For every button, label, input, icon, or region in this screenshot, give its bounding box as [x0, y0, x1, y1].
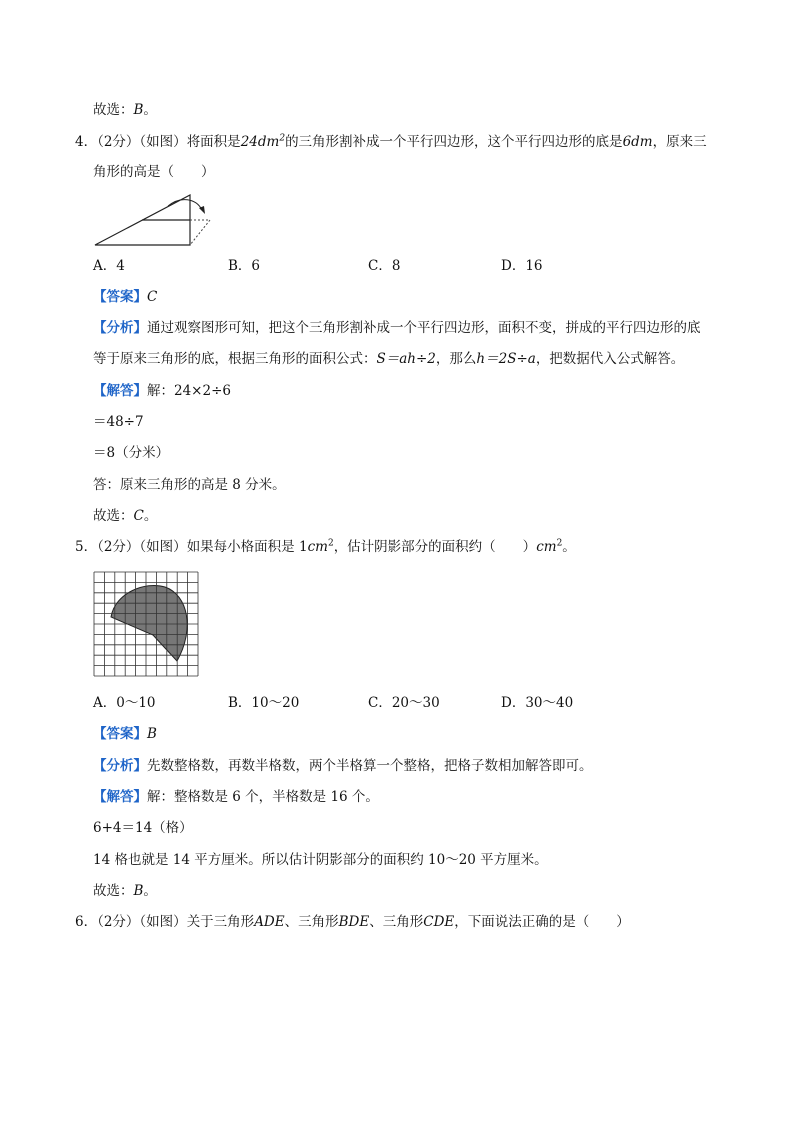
- q4-choice: [93, 506, 157, 526]
- q4-option-b: B．6: [228, 258, 261, 274]
- q6-sep-1: 、三角形: [284, 914, 339, 930]
- triangle-bde: BDE: [338, 914, 370, 930]
- q4-option-c: C．8: [368, 258, 401, 274]
- period: 。: [143, 508, 158, 524]
- q4-solution: [93, 381, 231, 401]
- analysis-text: 通过观察图形可知，把这个三角形割补成一个平行四边形，面积不变，拼成的平行四边形的底: [147, 320, 701, 336]
- choice-value: B: [133, 102, 144, 118]
- analysis-text-c: ，把数据代入公式解答。: [535, 351, 685, 367]
- triangle-ade: ADE: [254, 914, 285, 930]
- q4-area: [241, 134, 285, 150]
- q4-option-d: D．16: [501, 258, 543, 274]
- q4-area-value: 24: [240, 134, 258, 150]
- choice-value: C: [133, 508, 144, 524]
- answer-tag: 【答案】: [93, 726, 147, 742]
- q4-analysis-line2: [93, 349, 684, 369]
- solution-step-3: 14 格也就是 14 平方厘米。所以估计阴影部分的面积约 10～20 平方厘米。: [93, 852, 548, 868]
- q4-stem: [75, 132, 707, 152]
- q4-stem-b: 的三角形割补成一个平行四边形，这个平行四边形的底是: [285, 134, 623, 150]
- q6-stem-a: 关于三角形: [186, 914, 255, 930]
- q5-choice: [93, 881, 157, 901]
- analysis-tag: 【分析】: [93, 758, 147, 774]
- grid-lines: [94, 572, 198, 676]
- q5-stem-b: ，估计阴影部分的面积约（ ）: [333, 539, 537, 555]
- answer-value: B: [147, 726, 157, 742]
- q5-unit-exp: 2: [327, 538, 334, 549]
- q5-answer: [93, 724, 157, 744]
- period: 。: [143, 883, 157, 899]
- solution-step-3: ＝8（分米）: [93, 445, 170, 461]
- q5-stem: [75, 537, 576, 557]
- q4-stem-line2: 角形的高是（ ）: [93, 164, 215, 180]
- q4-analysis: [93, 318, 701, 338]
- analysis-text: 先数整格数，再数半格数，两个半格算一个整格，把格子数相加解答即可。: [147, 758, 593, 774]
- prev-choice-line: [93, 100, 157, 120]
- solution-tag: 【解答】: [93, 789, 147, 805]
- solution-conclusion: 答：原来三角形的高是 8 分米。: [93, 477, 286, 493]
- q5-score: （2分）（如图）: [97, 539, 187, 555]
- solution-step-2: 6+4＝14（格）: [93, 820, 193, 836]
- q6-score: （2分）（如图）: [97, 914, 187, 930]
- answer-tag: 【答案】: [93, 289, 147, 305]
- q5-option-d: D．30～40: [501, 695, 574, 711]
- solution-step-1: 解：24×2÷6: [147, 383, 231, 399]
- q6-stem-b: ，下面说法正确的是（ ）: [454, 914, 630, 930]
- q5-option-a: A．0～10: [93, 695, 156, 711]
- period: 。: [143, 102, 157, 118]
- choice-label: 故选：: [93, 508, 134, 524]
- q5-analysis: [93, 756, 593, 776]
- analysis-text-a: 等于原来三角形的底，根据三角形的面积公式：: [93, 351, 377, 367]
- answer-value: C: [147, 289, 158, 305]
- triangle-cde: CDE: [423, 914, 455, 930]
- choice-label: 故选：: [93, 102, 134, 118]
- q5-unit: cm: [307, 539, 328, 555]
- q4-area-unit: dm: [257, 134, 280, 150]
- q4-number: 4．: [75, 134, 98, 150]
- q5-option-b: B．10～20: [228, 695, 300, 711]
- q6-stem: [75, 912, 630, 932]
- formula-area: S＝ah÷2: [376, 351, 436, 367]
- period: 。: [562, 539, 576, 555]
- rotate-arrow: [168, 200, 202, 210]
- q4-triangle-figure: [92, 192, 214, 250]
- q6-number: 6．: [75, 914, 98, 930]
- solution-step-1: 解：整格数是 6 个，半格数是 16 个。: [147, 789, 379, 805]
- choice-value: B: [133, 883, 144, 899]
- q5-stem-a: 如果每小格面积是 1: [186, 539, 308, 555]
- q5-option-c: C．20～30: [368, 695, 440, 711]
- analysis-text-b: ，那么: [435, 351, 477, 367]
- q4-area-exp: 2: [279, 133, 286, 144]
- moved-part-dashed: [190, 220, 210, 245]
- q4-answer: [93, 287, 157, 307]
- q4-base-unit: dm: [631, 134, 653, 150]
- q4-option-a: A．4: [93, 258, 125, 274]
- q5-solution: [93, 787, 379, 807]
- formula-height: h＝2S÷a: [476, 351, 536, 367]
- q5-number: 5．: [75, 539, 98, 555]
- analysis-tag: 【分析】: [93, 320, 147, 336]
- q4-base-value: 6: [622, 134, 632, 150]
- q4-stem-c: ，原来三: [652, 134, 707, 150]
- q4-stem-a: 将面积是: [186, 134, 241, 150]
- q4-score: （2分）（如图）: [97, 134, 187, 150]
- solution-step-2: ＝48÷7: [93, 414, 144, 430]
- q5-unit-exp-2: 2: [556, 538, 563, 549]
- q4-base: [623, 134, 653, 150]
- q5-grid-figure: [93, 571, 199, 677]
- q5-unit-2: cm: [536, 539, 557, 555]
- solution-tag: 【解答】: [93, 383, 147, 399]
- q6-sep-2: 、三角形: [369, 914, 424, 930]
- choice-label: 故选：: [93, 883, 134, 899]
- shaded-sector: [111, 585, 187, 661]
